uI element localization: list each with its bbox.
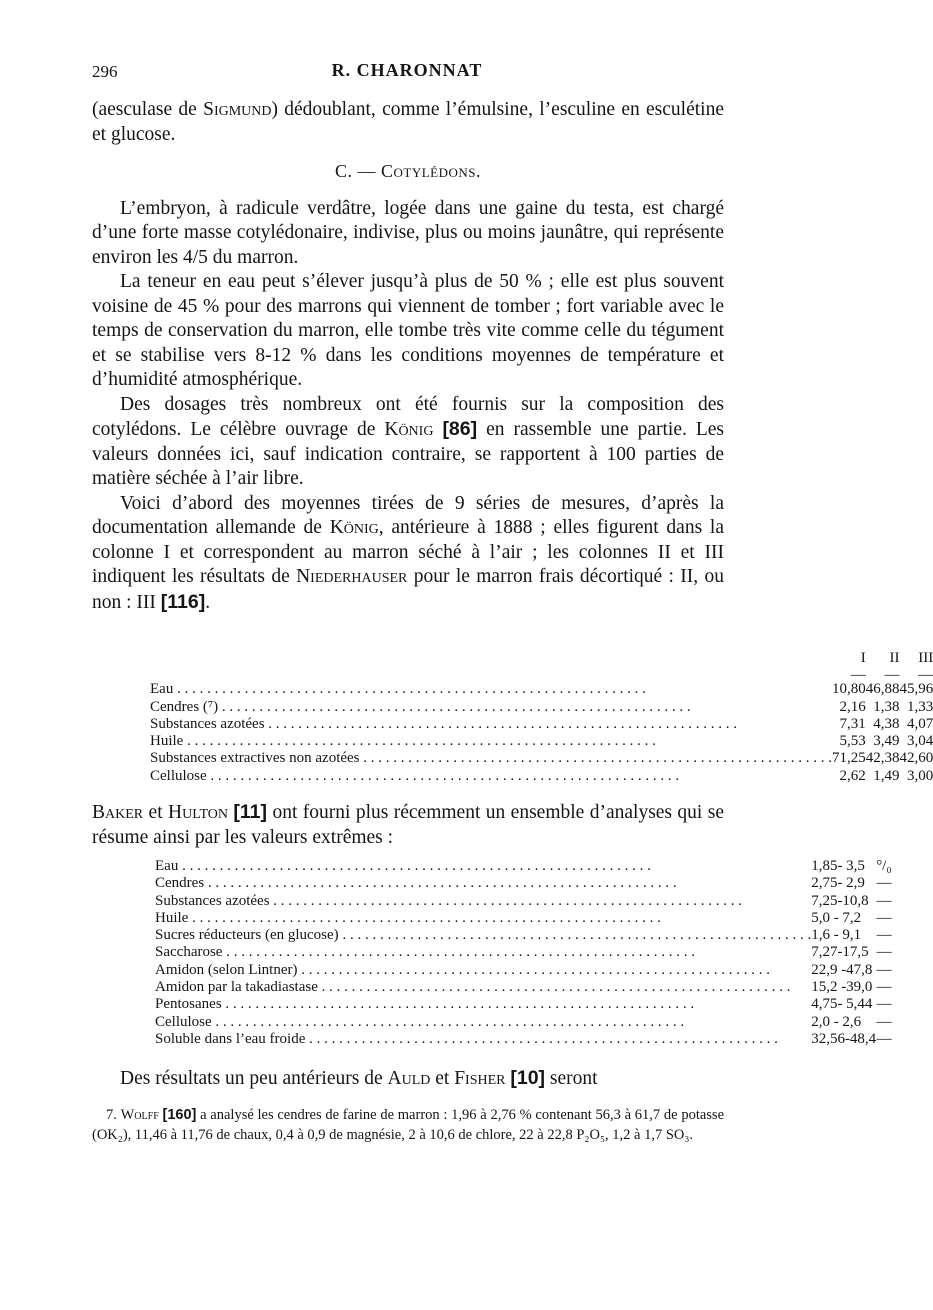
cell-unit: —: [876, 961, 892, 978]
cell-range: 2,0 - 2,6: [811, 1013, 862, 1030]
column-header: I: [860, 650, 866, 666]
cell-range: 7,25-10,8: [811, 892, 869, 909]
cell-range: 7,27-17,5: [811, 944, 869, 961]
table-row: [155, 927, 892, 944]
table-row: [150, 750, 933, 767]
cell-value: 10,80: [832, 681, 866, 698]
citation-ref: [10]: [510, 1067, 546, 1089]
cell-value: 2,16: [839, 698, 866, 715]
author-sigmund: Sigmund: [203, 99, 272, 120]
author-niederhauser: Niederhauser: [296, 566, 408, 587]
cell-range: 1,85- 3,5: [811, 858, 865, 874]
text-run: en rassemble une partie. Les valeurs données ici, sauf indication contraire, se rapportent à 100 parties de matière séchée à l’air libre.: [92, 419, 725, 489]
paragraph-intro: [92, 98, 724, 147]
section-heading: [92, 159, 724, 184]
table-row: [155, 910, 892, 927]
author-auld: Auld: [387, 1068, 431, 1089]
cell-value: 42,38: [865, 750, 900, 767]
cell-unit: —: [876, 1030, 892, 1047]
row-label: Huile . . .: [155, 910, 661, 926]
cell-unit: —: [876, 909, 892, 926]
cell-unit: —: [876, 927, 892, 944]
author-hulton: Hulton: [168, 802, 228, 823]
row-label: Eau . . .: [150, 681, 646, 697]
cell-unit: —: [876, 944, 892, 961]
running-head: R. CHARONNAT: [331, 60, 483, 80]
table-row: [150, 699, 933, 716]
cell-range: 2,75- 2,9: [811, 875, 865, 892]
cell-value: 45,96: [899, 681, 933, 698]
row-label: Cellulose . . .: [150, 768, 679, 784]
paragraph-2: La teneur en eau peut s’élever jusqu’à plus de 50 % ; elle est plus souvent voisine de 45 % pour des marrons qui viennent de tomber ; fort variable avec le temps de conservation du marron, elle tombe très vite comme celle du tégument et se stabilise vers 8-12 % dans les conditions moyennes de température et d’humidité atmosphérique.: [92, 271, 724, 390]
citation-ref: [160]: [162, 1107, 197, 1123]
column-header: II: [889, 650, 900, 666]
citation-ref: [11]: [233, 801, 268, 823]
dash: —: [850, 667, 866, 684]
extremes-table: [155, 858, 892, 1048]
cell-value: 4,07: [907, 715, 933, 732]
text-run: et: [430, 1068, 455, 1089]
row-label: Huile . . .: [150, 733, 656, 749]
paragraph-3: [92, 393, 724, 492]
cell-value: 2,62: [839, 767, 866, 784]
row-label: Substances azotées . . .: [155, 893, 742, 909]
text-run: (aesculase de: [92, 99, 204, 120]
footnote: [92, 1105, 724, 1145]
citation-ref: [116]: [160, 590, 206, 613]
dash: —: [918, 667, 933, 684]
cell-unit: —: [876, 979, 892, 996]
cell-value: 3,49: [873, 733, 900, 750]
main-text: [92, 98, 724, 615]
text-run: .: [205, 591, 211, 613]
cell-unit: —: [876, 892, 892, 909]
author-fisher: Fisher: [454, 1068, 506, 1089]
row-label: Cendres (⁷) . . .: [150, 699, 691, 715]
row-label: Sucres réducteurs (en glucose) . . .: [155, 927, 811, 943]
paragraph-5: [92, 800, 724, 850]
text-run: ont fourni plus récemment un ensemble d’analyses qui se résume ainsi par les valeurs extrêmes :: [92, 802, 724, 848]
table-row: [155, 875, 892, 892]
cell-unit: —: [876, 875, 892, 892]
table-row: [150, 768, 933, 785]
text-run: et: [143, 802, 169, 823]
cell-value: 5,53: [839, 733, 866, 750]
row-label: Substances azotées . . .: [150, 716, 737, 732]
row-label: Substances extractives non azotées . . .: [150, 750, 832, 766]
row-label: Cendres . . .: [155, 875, 677, 891]
text-run: Des dosages très nombreux ont été fournis sur la composition des cotylédons. Le célèbre ouvrage de: [92, 393, 724, 440]
cell-value: 4,38: [873, 715, 900, 732]
row-label: Amidon (selon Lintner) . . .: [155, 962, 770, 978]
citation-ref: [86]: [442, 418, 478, 440]
paragraph-1: L’embryon, à radicule verdâtre, logée dans une gaine du testa, est chargé d’une forte masse cotylédonaire, indivise, plus ou moins jaunâtre, qui représente environ les 4/5 du marron.: [92, 197, 724, 268]
cell-range: 5,0 - 7,2: [811, 909, 862, 926]
cell-value: 7,31: [839, 715, 866, 732]
text-run: , antérieure à 1888 ; elles figurent dans la colonne I et correspondent au marron séché à l’air ; les colonnes II et III indiquent les résultats de: [92, 517, 724, 587]
paragraph-4: [92, 492, 724, 616]
paragraph-6: [92, 1066, 724, 1092]
footnote-text: a analysé les cendres de farine de marron : 1,96 à 2,76 % contenant 56,3 à 61,7 de potasse (OK₂), 11,46 à 11,76 de chaux, 0,4 à 0,9 de magnésie, 2 à 10,6 de chlore, 22 à 22,8 P₂O₅, 1,2 à 1,7 SO₃.: [92, 1107, 725, 1143]
column-header: III: [918, 650, 933, 666]
table-row: [155, 944, 892, 961]
text-run: pour le marron frais décortiqué : II, ou non : III: [92, 566, 724, 613]
row-label: Cellulose . . .: [155, 1014, 684, 1030]
cell-value: 1,33: [907, 698, 933, 715]
page-header: [92, 58, 722, 88]
section-letter: C. —: [334, 161, 381, 181]
row-label: Saccharose . . .: [155, 944, 695, 960]
cell-range: 32,56-48,4: [811, 1030, 877, 1047]
table-row: [150, 733, 933, 750]
table-header-row: [150, 650, 933, 669]
cell-unit: °/₀: [876, 858, 892, 874]
table-row: [155, 996, 892, 1013]
author-wolff: Wolff: [120, 1107, 159, 1123]
table-row: [155, 1031, 892, 1048]
author-konig: König: [384, 419, 434, 440]
cell-unit: —: [876, 1013, 892, 1030]
table-row: [150, 681, 933, 698]
table-row: [155, 858, 892, 875]
cell-range: 22,9 -47,8: [811, 961, 873, 978]
row-label: Amidon par la takadiastase . . .: [155, 979, 790, 995]
composition-table: [150, 650, 933, 785]
table-row: [155, 962, 892, 979]
footnote-number: 7.: [106, 1107, 121, 1123]
cell-value: 1,49: [873, 767, 900, 784]
text-run: seront: [545, 1068, 598, 1089]
text-run: ) dédoublant, comme l’émulsine, l’esculine en esculétine et glucose.: [92, 99, 724, 145]
section-title: Cotylédons.: [381, 161, 481, 181]
text-run: Des résultats un peu antérieurs de: [120, 1068, 388, 1089]
table-row: [155, 1014, 892, 1031]
row-label: Eau . . .: [155, 858, 651, 874]
table-row: [155, 979, 892, 996]
text-run: Voici d’abord des moyennes tirées de 9 séries de mesures, d’après la documentation allemande de: [92, 492, 724, 538]
cell-unit: —: [876, 996, 892, 1013]
cell-value: 46,88: [865, 681, 900, 698]
cell-range: 4,75- 5,44: [811, 996, 873, 1013]
author-baker: Baker: [92, 802, 144, 823]
page-number: 296: [92, 62, 118, 81]
cell-value: 71,25: [832, 750, 866, 767]
author-konig: König: [329, 517, 379, 538]
row-label: Pentosanes . . .: [155, 996, 694, 1012]
table-dash-row: [150, 669, 933, 681]
dash: —: [884, 667, 900, 684]
cell-range: 15,2 -39,0: [811, 979, 873, 996]
row-label: Soluble dans l’eau froide . . .: [155, 1031, 778, 1047]
cell-value: 42,60: [899, 750, 933, 767]
cell-value: 3,04: [907, 733, 933, 750]
table-row: [150, 716, 933, 733]
cell-value: 3,00: [907, 767, 933, 784]
cell-range: 1,6 - 9,1: [811, 927, 862, 944]
cell-value: 1,38: [873, 698, 900, 715]
table-row: [155, 893, 892, 910]
